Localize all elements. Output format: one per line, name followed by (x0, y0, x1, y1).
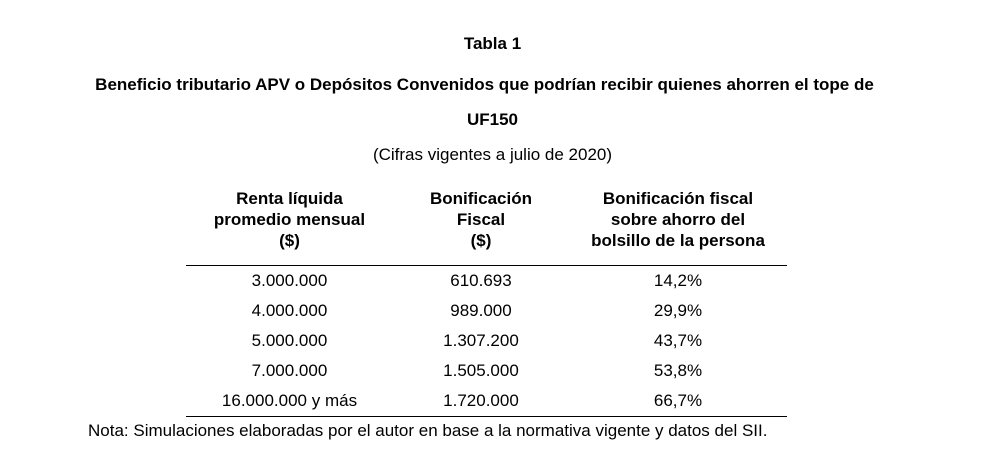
table-row (186, 296, 787, 326)
cell-bonus: 1.720.000 (393, 386, 569, 417)
cell-income: 3.000.000 (251, 271, 328, 290)
cell-bonus-ratio: 66,7% (569, 386, 787, 417)
header-bonus-ratio-line-3: bolsillo de la persona (591, 231, 765, 250)
table-row (186, 386, 787, 417)
table-label: Tabla 1 (463, 34, 522, 53)
header-bonus (393, 186, 569, 266)
table-subtitle: (Cifras vigentes a julio de 2020) (372, 145, 613, 164)
cell-bonus-ratio: 14,2% (653, 271, 703, 290)
cell-bonus-ratio: 53,8% (653, 361, 703, 380)
header-bonus-ratio-line-1: Bonificación fiscal (602, 189, 754, 208)
cell-bonus-ratio: 29,9% (653, 301, 703, 320)
cell-bonus: 610.693 (450, 271, 512, 290)
table-title-line-2: UF150 (466, 110, 519, 129)
header-bonus-line-1: Bonificación (429, 189, 532, 208)
header-income-line-3: ($) (279, 231, 300, 250)
table-title-line-1: Beneficio tributario APV o Depósitos Convenidos que podrían recibir quienes ahorren el tope de (95, 75, 874, 94)
table-header-row (186, 186, 787, 266)
benefit-table (186, 186, 787, 417)
header-bonus-ratio (569, 186, 787, 266)
cell-bonus: 989.000 (450, 301, 512, 320)
cell-bonus-ratio: 43,7% (653, 331, 703, 350)
cell-income: 4.000.000 (251, 301, 328, 320)
header-bonus-line-3: ($) (470, 231, 492, 250)
header-bonus-line-2: Fiscal (456, 210, 506, 229)
header-income-line-2: promedio mensual (213, 210, 366, 229)
cell-income: 16.000.000 y más (186, 386, 393, 417)
header-income-line-1: Renta líquida (236, 189, 343, 208)
table-note: Nota: Simulaciones elaboradas por el autor en base a la normativa vigente y datos del SII. (88, 421, 768, 440)
cell-bonus: 1.307.200 (443, 331, 519, 350)
table-row (186, 266, 787, 297)
cell-bonus: 1.505.000 (443, 361, 519, 380)
table-row (186, 326, 787, 356)
header-income (186, 186, 393, 266)
table-row (186, 356, 787, 386)
cell-income: 5.000.000 (251, 331, 328, 350)
cell-income: 7.000.000 (251, 361, 328, 380)
header-bonus-ratio-line-2: sobre ahorro del (610, 210, 746, 229)
